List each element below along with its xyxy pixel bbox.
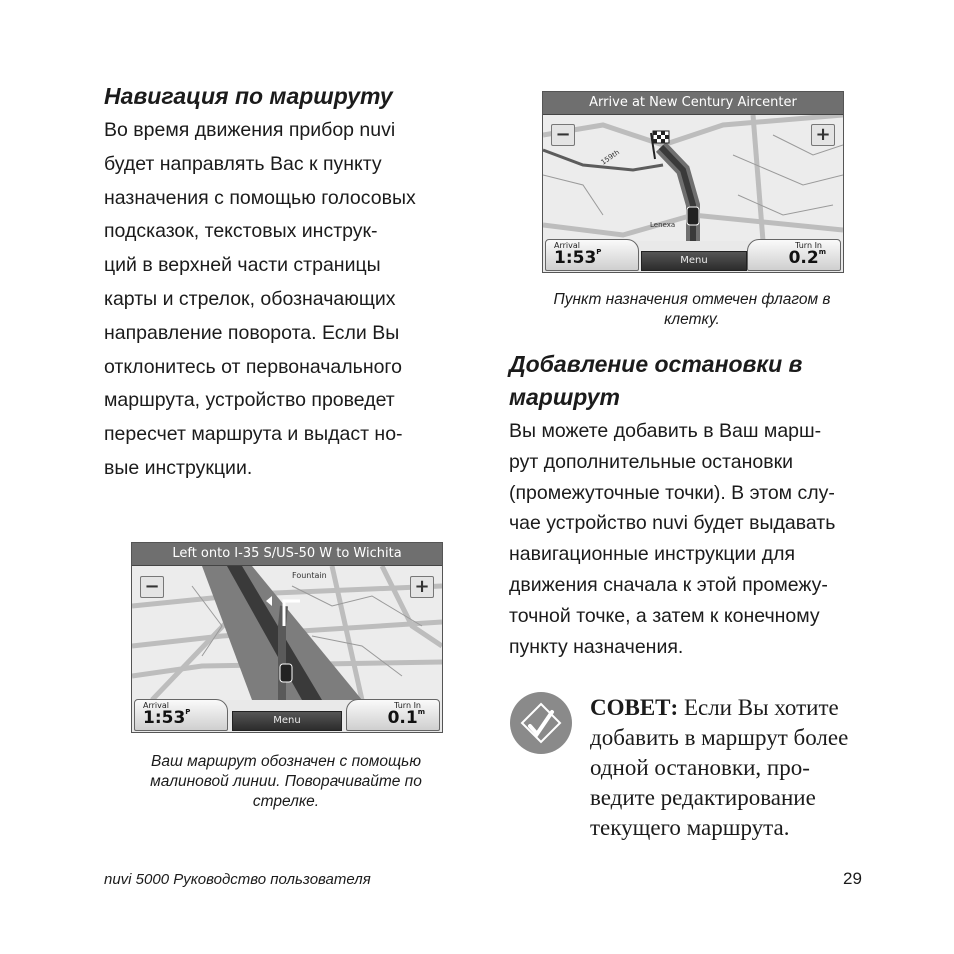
footer-manual-title: nuvi 5000 Руководство пользователя <box>104 871 371 888</box>
arrival-label: Arrival <box>554 241 580 250</box>
arrival-time: 1:53 <box>143 708 186 728</box>
map-town-label: Fountain <box>292 571 327 580</box>
navigation-paragraph: Во время движения прибор nuvi будет направлять Вас к пункту назначения с помощью голосовых подсказок, текстовых инструк- ций в верхней части страницы карты и стрелок, обозначающих направление поворота. Если Вы отклонитесь от первоначального маршрута, устройство проведет пересчет маршрута и выдаст но- вые инструкции. <box>104 119 416 479</box>
section-heading-add-stop: Добавление остановки в маршрут <box>509 351 803 410</box>
instruction-bar[interactable]: Left onto I-35 S/US-50 W to Wichita <box>132 543 442 566</box>
checkmark-icon <box>510 692 572 754</box>
map-road-label: 159th <box>599 148 621 167</box>
arrival-suffix: P <box>596 248 602 256</box>
instruction-bar[interactable]: Arrive at New Century Aircenter <box>543 92 843 115</box>
turn-in-label: Turn In <box>394 701 421 710</box>
map-town-label: Lenexa <box>650 221 676 229</box>
arrival-pod[interactable] <box>134 699 228 731</box>
turn-distance: 0.2 <box>788 248 819 268</box>
tip-label: СОВЕТ: <box>590 695 679 720</box>
section-heading-navigation: Навигация по маршруту <box>104 83 393 109</box>
turn-in-pod[interactable] <box>747 239 841 271</box>
turn-unit: m <box>417 708 425 716</box>
zoom-out-button[interactable]: − <box>140 576 164 598</box>
gps-bottom-bar <box>132 700 442 732</box>
turn-distance: 0.1 <box>387 708 418 728</box>
gps-screen-route <box>131 542 443 733</box>
tip-text: СОВЕТ: Если Вы хотите добавить в маршрут более одной остановки, про- ведите редактирование текущего маршрута. <box>590 695 849 840</box>
arrival-label: Arrival <box>143 701 169 710</box>
add-stop-paragraph: Вы можете добавить в Ваш марш- рут дополнительные остановки (промежуточные точки). В этом слу- чае устройство nuvi будет выдавать навигационные инструкции для движения сначала к этой промежу- точной точке, а затем к конечному пункту назначения. <box>509 420 836 658</box>
map-view[interactable] <box>132 566 442 700</box>
zoom-in-button[interactable]: + <box>410 576 434 598</box>
menu-button[interactable]: Menu <box>232 711 342 731</box>
arrival-suffix: P <box>185 708 191 716</box>
page-number: 29 <box>843 869 862 888</box>
zoom-out-button[interactable]: − <box>551 124 575 146</box>
gps-bottom-bar <box>543 240 843 272</box>
map-view[interactable] <box>543 115 843 241</box>
arrival-time: 1:53 <box>554 248 597 268</box>
caption-route: Ваш маршрут обозначен с помощью малиновой линии. Поворачивайте по стрелке. <box>150 753 422 810</box>
turn-unit: m <box>818 248 826 256</box>
arrival-pod[interactable] <box>545 239 639 271</box>
menu-button[interactable]: Menu <box>641 251 747 271</box>
turn-in-pod[interactable] <box>346 699 440 731</box>
turn-in-label: Turn In <box>795 241 822 250</box>
zoom-in-button[interactable]: + <box>811 124 835 146</box>
gps-screen-destination <box>542 91 844 273</box>
caption-destination: Пункт назначения отмечен флагом в клетку. <box>553 291 831 328</box>
